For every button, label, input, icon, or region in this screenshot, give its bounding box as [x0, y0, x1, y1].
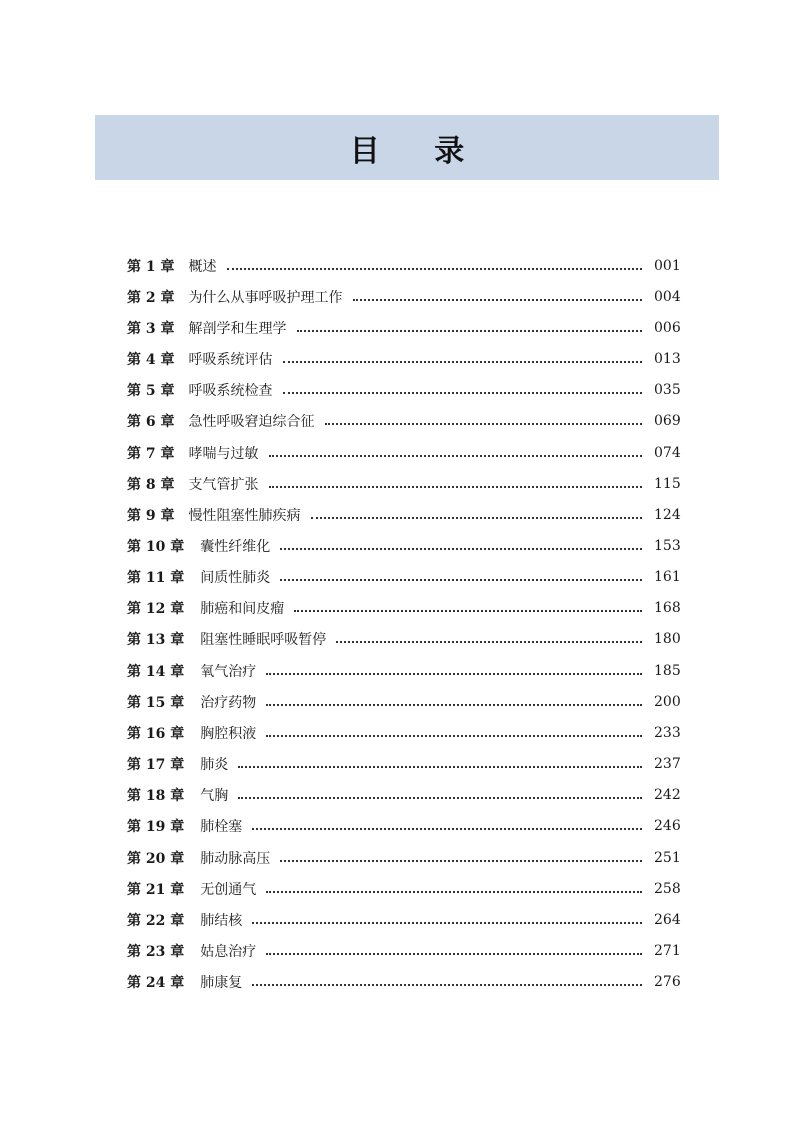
chapter-number: 第 15 章 [127, 694, 185, 711]
chapter-title: 急性呼吸窘迫综合征 [188, 414, 315, 431]
toc-entry[interactable] [127, 873, 680, 904]
dot-leader [266, 953, 642, 955]
page-number: 074 [654, 444, 681, 461]
toc-entry[interactable] [127, 281, 680, 312]
chapter-number: 第 12 章 [127, 601, 185, 618]
page-number: 168 [654, 600, 681, 617]
dot-leader [280, 579, 642, 581]
chapter-number: 第 9 章 [127, 507, 175, 524]
dot-leader [283, 361, 643, 363]
chapter-title: 姑息治疗 [200, 944, 257, 961]
dot-leader [266, 673, 642, 675]
page-number: 233 [654, 724, 681, 741]
chapter-number: 第 3 章 [127, 320, 175, 337]
toc-entry[interactable] [127, 562, 680, 593]
chapter-title: 肺结核 [200, 912, 243, 929]
dot-leader [266, 735, 642, 737]
page-number: 264 [654, 911, 681, 928]
chapter-number: 第 14 章 [127, 663, 185, 680]
chapter-number: 第 11 章 [127, 570, 185, 587]
toc-entry[interactable] [127, 904, 680, 935]
dot-leader [252, 922, 642, 924]
toc-entry[interactable] [127, 686, 680, 717]
page-number: 004 [654, 288, 681, 305]
dot-leader [266, 704, 642, 706]
chapter-title: 哮喘与过敏 [188, 445, 259, 462]
chapter-title: 为什么从事呼吸护理工作 [188, 289, 343, 306]
chapter-title: 间质性肺炎 [200, 570, 271, 587]
dot-leader [280, 548, 642, 550]
chapter-number: 第 1 章 [127, 258, 175, 275]
chapter-title: 肺动脉高压 [200, 850, 271, 867]
chapter-title: 呼吸系统检查 [188, 383, 273, 400]
page-number: 006 [654, 319, 681, 336]
page-number: 200 [654, 693, 681, 710]
title-banner [95, 115, 719, 180]
chapter-title: 慢性阻塞性肺疾病 [188, 507, 301, 524]
toc-entry[interactable] [127, 842, 680, 873]
page-number: 153 [654, 537, 681, 554]
dot-leader [269, 486, 643, 488]
toc-entry[interactable] [127, 935, 680, 966]
chapter-title: 肺癌和间皮瘤 [200, 601, 285, 618]
chapter-title: 概述 [188, 258, 217, 275]
page-number: 069 [654, 413, 681, 430]
chapter-number: 第 2 章 [127, 289, 175, 306]
dot-leader [294, 610, 642, 612]
dot-leader [266, 891, 642, 893]
dot-leader [283, 392, 643, 394]
page-number: 242 [654, 787, 681, 804]
dot-leader [238, 766, 642, 768]
toc-entry[interactable] [127, 530, 680, 561]
dot-leader [252, 984, 642, 986]
chapter-title: 支气管扩张 [188, 476, 259, 493]
table-of-contents [127, 250, 680, 998]
toc-entry[interactable] [127, 811, 680, 842]
chapter-number: 第 23 章 [127, 944, 185, 961]
page-number: 180 [654, 631, 681, 648]
chapter-title: 治疗药物 [200, 694, 257, 711]
toc-entry[interactable] [127, 780, 680, 811]
toc-entry[interactable] [127, 312, 680, 343]
toc-entry[interactable] [127, 437, 680, 468]
chapter-title: 肺栓塞 [200, 819, 243, 836]
page-number: 013 [654, 351, 681, 368]
chapter-number: 第 7 章 [127, 445, 175, 462]
chapter-title: 氧气治疗 [200, 663, 257, 680]
chapter-number: 第 17 章 [127, 757, 185, 774]
toc-entry[interactable] [127, 624, 680, 655]
page-number: 251 [654, 849, 681, 866]
chapter-number: 第 24 章 [127, 975, 185, 992]
chapter-title: 肺康复 [200, 975, 243, 992]
chapter-title: 肺炎 [200, 757, 229, 774]
dot-leader [336, 641, 642, 643]
toc-entry[interactable] [127, 655, 680, 686]
toc-entry[interactable] [127, 967, 680, 998]
chapter-number: 第 22 章 [127, 912, 185, 929]
page-number: 271 [654, 943, 681, 960]
page-number: 161 [654, 569, 681, 586]
page-number: 237 [654, 756, 681, 773]
dot-leader [252, 828, 642, 830]
chapter-number: 第 19 章 [127, 819, 185, 836]
chapter-title: 阻塞性睡眠呼吸暂停 [200, 632, 327, 649]
chapter-number: 第 10 章 [127, 538, 185, 555]
chapter-number: 第 20 章 [127, 850, 185, 867]
chapter-number: 第 21 章 [127, 881, 185, 898]
toc-entry[interactable] [127, 375, 680, 406]
dot-leader [238, 797, 642, 799]
chapter-number: 第 18 章 [127, 788, 185, 805]
dot-leader [280, 860, 642, 862]
dot-leader [227, 268, 643, 270]
chapter-number: 第 4 章 [127, 352, 175, 369]
page-number: 115 [654, 475, 681, 492]
page-title: 目 录 [349, 133, 487, 169]
page-number: 246 [654, 818, 681, 835]
toc-entry[interactable] [127, 468, 680, 499]
chapter-title: 囊性纤维化 [200, 538, 271, 555]
chapter-number: 第 16 章 [127, 725, 185, 742]
dot-leader [311, 517, 643, 519]
page-number: 035 [654, 382, 681, 399]
page-number: 001 [654, 257, 681, 274]
chapter-title: 无创通气 [200, 881, 257, 898]
dot-leader [297, 330, 643, 332]
chapter-number: 第 8 章 [127, 476, 175, 493]
dot-leader [325, 423, 643, 425]
chapter-title: 呼吸系统评估 [188, 352, 273, 369]
page-number: 185 [654, 662, 681, 679]
page-number: 258 [654, 880, 681, 897]
dot-leader [353, 299, 643, 301]
toc-entry[interactable] [127, 406, 680, 437]
toc-entry[interactable] [127, 250, 680, 281]
chapter-number: 第 6 章 [127, 414, 175, 431]
toc-entry[interactable] [127, 749, 680, 780]
dot-leader [269, 455, 643, 457]
chapter-number: 第 5 章 [127, 383, 175, 400]
toc-entry[interactable] [127, 343, 680, 374]
chapter-title: 解剖学和生理学 [188, 320, 287, 337]
toc-entry[interactable] [127, 593, 680, 624]
chapter-title: 气胸 [200, 788, 229, 805]
page-number: 276 [654, 974, 681, 991]
page-number: 124 [654, 506, 681, 523]
toc-entry[interactable] [127, 717, 680, 748]
toc-entry[interactable] [127, 499, 680, 530]
chapter-number: 第 13 章 [127, 632, 185, 649]
chapter-title: 胸腔积液 [200, 725, 257, 742]
